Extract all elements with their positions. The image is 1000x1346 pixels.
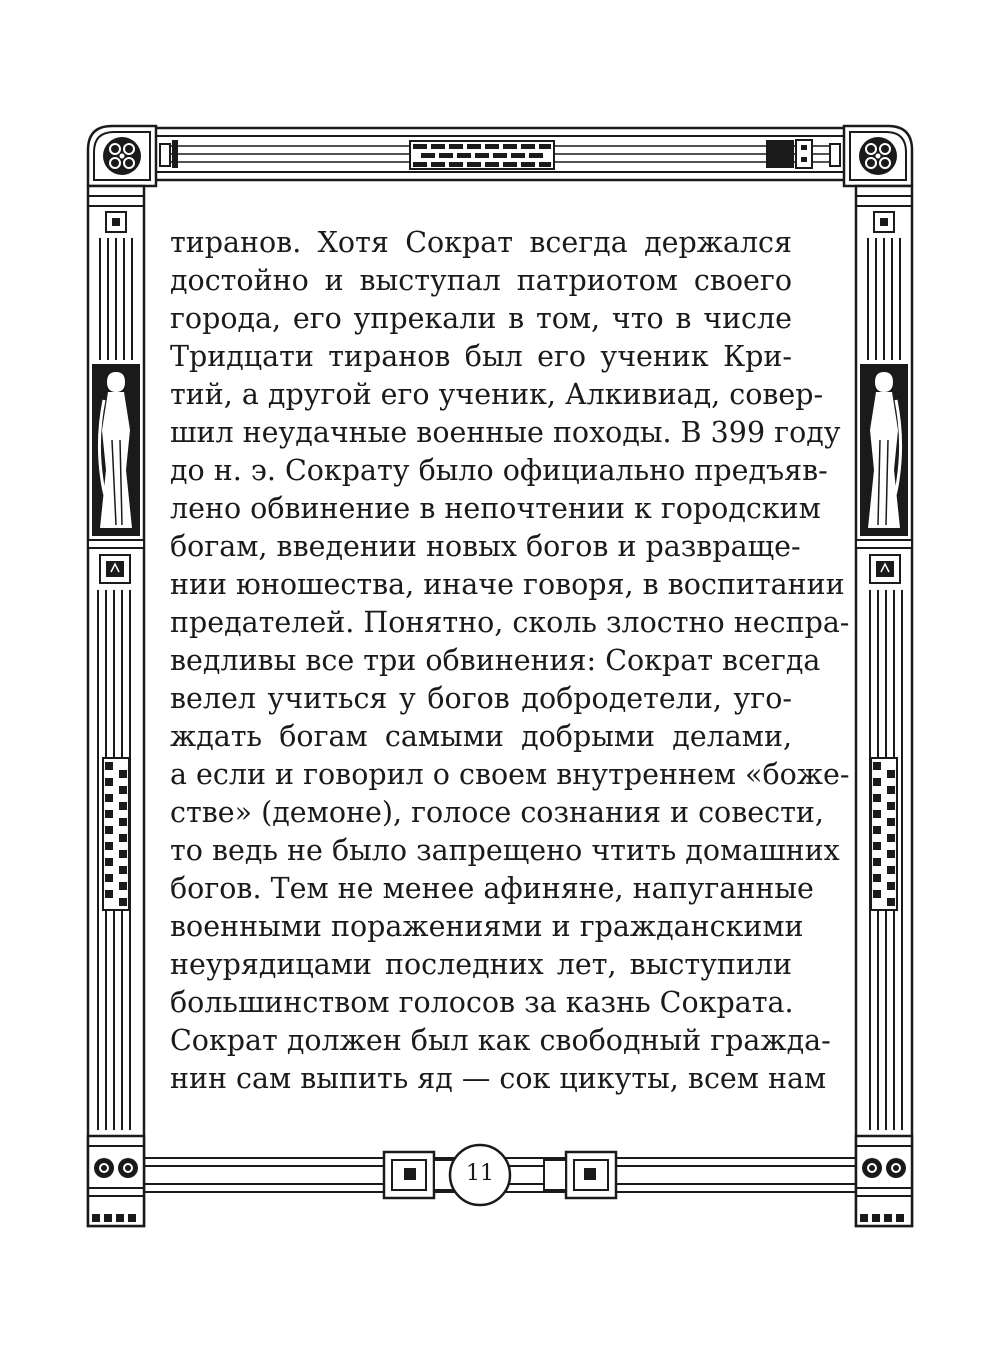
text-line: тий, а другой его ученик, Алкивиад, совер- [170,378,824,411]
text-line: неурядицами последних лет, выступили [170,948,792,981]
right-column [856,186,912,1226]
text-line: военными поражениями и гражданскими [170,910,804,943]
text-line: города, его упрекали в том, что в числе [170,302,792,335]
text-line: предателей. Понятно, сколь злостно неспра- [170,606,850,639]
text-line: достойно и выступал патриотом своего [170,264,792,297]
text-line: стве» (демоне), голосе сознания и совести, [170,796,824,829]
text-line: лено обвинение в непочтении к городским [170,492,821,525]
text-line: богов. Тем не менее афиняне, напуганные [170,872,814,905]
text-line: велел учиться у богов добродетели, уго- [170,682,792,715]
page-number: 11 [466,1161,494,1186]
text-line: большинством голосов за казнь Сократа. [170,986,794,1019]
text-line: Тридцати тиранов был его ученик Кри- [170,340,792,373]
text-line: шил неудачные военные походы. В 399 году [170,416,841,449]
text-line: то ведь не было запрещено чтить домашних [170,834,840,867]
text-line: богам, введении новых богов и развраще- [170,530,801,563]
text-line: нии юношества, иначе говоря, в воспитании [170,568,845,601]
text-line: тиранов. Хотя Сократ всегда держался [170,226,792,259]
text-line: ждать богам самыми добрыми делами, [170,720,792,753]
text-line: ведливы все три обвинения: Сократ всегда [170,644,821,677]
top-lintel [150,128,850,180]
top-left-corner-ornament [88,126,156,186]
text-line: нин сам выпить яд — сок цикуты, всем нам [170,1062,827,1095]
left-column [88,186,144,1226]
text-line: а если и говорил о своем внутреннем «боже- [170,758,850,791]
body-text [170,224,850,1098]
text-line: Сократ должен был как свободный гражда- [170,1024,831,1057]
text-line: до н. э. Сократу было официально предъяв- [170,454,828,487]
top-right-corner-ornament [844,126,912,186]
